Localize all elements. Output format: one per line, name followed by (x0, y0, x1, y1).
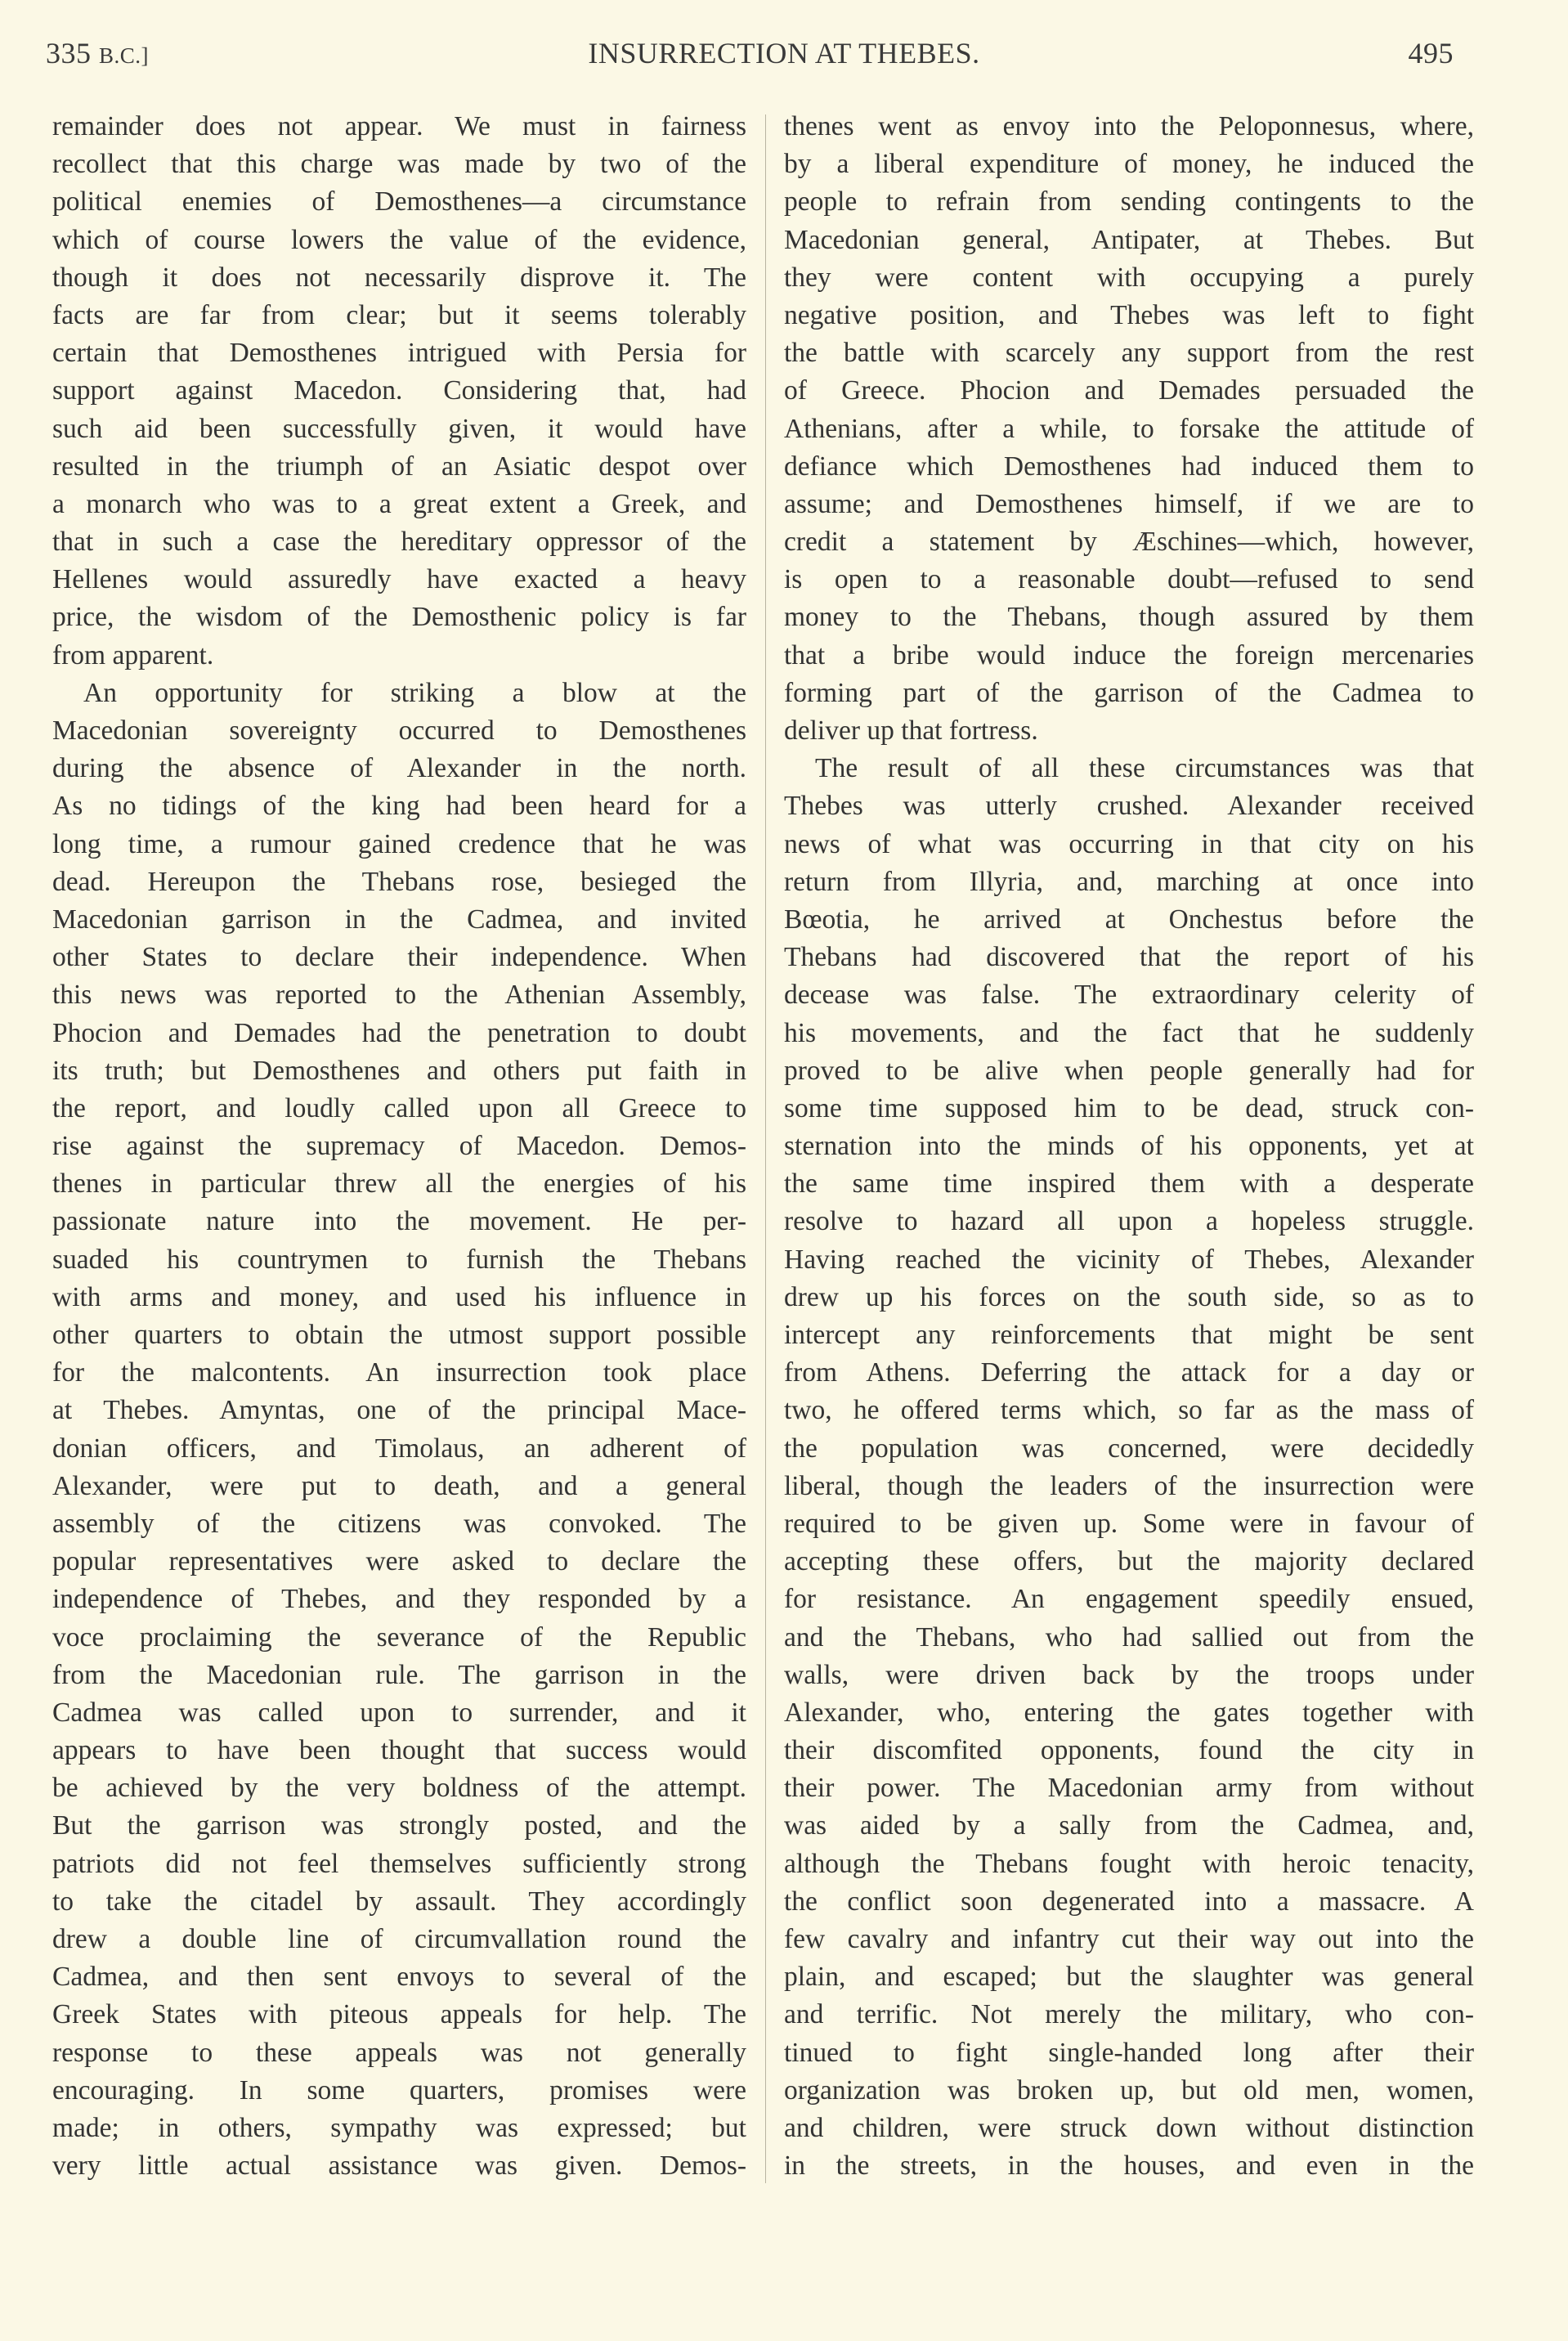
text-line: that a bribe would induce the foreign mercenaries (784, 639, 1474, 670)
text-line: Macedonian general, Antipater, at Thebes. But (784, 224, 1474, 255)
text-line: at Thebes. Amyntas, one of the principal Mace- (52, 1395, 746, 1426)
text-line: in the streets, in the houses, and even in the (784, 2150, 1474, 2182)
text-line: support against Macedon. Considering that, had (52, 375, 746, 406)
text-line: Macedonian sovereignty occurred to Demosthenes (52, 715, 746, 746)
text-line: voce proclaiming the severance of the Republic (52, 1621, 746, 1653)
text-line: made; in others, sympathy was expressed; but (52, 2112, 746, 2143)
text-line: they were content with occupying a purely (784, 262, 1474, 293)
text-line: suaded his countrymen to furnish the Thebans (52, 1244, 746, 1275)
text-line: facts are far from clear; but it seems tolerably (52, 299, 746, 330)
text-line: Cadmea was called upon to surrender, and it (52, 1697, 746, 1728)
text-line: Thebes was utterly crushed. Alexander received (784, 791, 1474, 822)
text-line: two, he offered terms which, so far as the mass of (784, 1395, 1474, 1426)
text-line: walls, were driven back by the troops under (784, 1659, 1474, 1690)
text-line: though it does not necessarily disprove it. The (52, 262, 746, 293)
text-line: remainder does not appear. We must in fairness (52, 111, 746, 141)
text-column-right (784, 108, 1474, 2185)
text-line: from the Macedonian rule. The garrison in the (52, 1659, 746, 1690)
text-line: drew a double line of circumvallation round the (52, 1924, 746, 1954)
text-line: people to refrain from sending contingents to the (784, 186, 1474, 218)
text-line: As no tidings of the king had been heard for a (52, 791, 746, 822)
text-line: to take the citadel by assault. They accordingly (52, 1886, 746, 1917)
text-line: which of course lowers the value of the evidence, (52, 224, 746, 255)
text-line: Having reached the vicinity of Thebes, Alexander (784, 1244, 1474, 1275)
text-line: Athenians, after a while, to forsake the attitude of (784, 413, 1474, 444)
text-line: resulted in the triumph of an Asiatic despot over (52, 451, 746, 482)
text-line: political enemies of Demosthenes—a circumstance (52, 186, 746, 218)
text-line: of Greece. Phocion and Demades persuaded the (784, 375, 1474, 406)
text-line: for the malcontents. An insurrection took place (52, 1357, 746, 1388)
text-line: tinued to fight single-handed long after their (784, 2037, 1474, 2068)
text-line: although the Thebans fought with heroic tenacity, (784, 1848, 1474, 1879)
text-line: intercept any reinforcements that might be sent (784, 1320, 1474, 1350)
text-line: other quarters to obtain the utmost support possible (52, 1320, 746, 1350)
text-line: from apparent. (52, 639, 214, 670)
text-line: response to these appeals was not generally (52, 2037, 746, 2068)
text-line: from Athens. Deferring the attack for a day or (784, 1357, 1474, 1388)
running-head-title: INSURRECTION AT THEBES. (588, 37, 980, 70)
text-line: assembly of the citizens was convoked. The (52, 1508, 746, 1539)
text-line: for resistance. An engagement speedily ensued, (784, 1584, 1474, 1615)
text-line: independence of Thebes, and they responded by a (52, 1584, 746, 1615)
year: 335 (46, 37, 92, 70)
text-line: donian officers, and Timolaus, an adherent of (52, 1433, 746, 1464)
text-line: by a liberal expenditure of money, he induced the (784, 149, 1474, 180)
text-line: accepting these offers, but the majority declared (784, 1546, 1474, 1577)
text-line: liberal, though the leaders of the insurrection were (784, 1470, 1474, 1501)
text-line: dead. Hereupon the Thebans rose, besieged the (52, 866, 746, 897)
text-line: that in such a case the hereditary oppressor of the (52, 527, 746, 558)
text-line: their discomfited opponents, found the city in (784, 1735, 1474, 1766)
text-line: appears to have been thought that success would (52, 1735, 746, 1766)
text-line: Hellenes would assuredly have exacted a heavy (52, 564, 746, 595)
text-line: Thebans had discovered that the report of his (784, 942, 1474, 973)
text-line: the same time inspired them with a desperate (784, 1168, 1474, 1200)
text-line: such aid been successfully given, it would have (52, 413, 746, 444)
text-line: Cadmea, and then sent envoys to several of the (52, 1962, 746, 1993)
text-line: Bœotia, he arrived at Onchestus before the (784, 904, 1474, 935)
text-line: the battle with scarcely any support from the rest (784, 338, 1474, 369)
text-line: certain that Demosthenes intrigued with Persia for (52, 338, 746, 369)
text-line: negative position, and Thebes was left to fight (784, 299, 1474, 330)
text-line: and terrific. Not merely the military, who con- (784, 1999, 1474, 2030)
text-line: drew up his forces on the south side, so as to (784, 1281, 1474, 1312)
text-line: thenes went as envoy into the Peloponnesus, where, (784, 111, 1474, 141)
text-line: money to the Thebans, though assured by them (784, 602, 1474, 633)
text-line: rise against the supremacy of Macedon. Demos- (52, 1131, 746, 1162)
text-line: recollect that this charge was made by two of the (52, 149, 746, 180)
era: B.C.] (99, 43, 150, 68)
text-line: is open to a reasonable doubt—refused to send (784, 564, 1474, 595)
text-line: Alexander, who, entering the gates together with (784, 1697, 1474, 1728)
text-line: return from Illyria, and, marching at once into (784, 866, 1474, 897)
text-line: defiance which Demosthenes had induced them to (784, 451, 1474, 482)
text-line: assume; and Demosthenes himself, if we are to (784, 488, 1474, 519)
text-line: plain, and escaped; but the slaughter was general (784, 1962, 1474, 1993)
text-line: An opportunity for striking a blow at the (83, 677, 746, 708)
text-line: was aided by a sally from the Cadmea, and, (784, 1810, 1474, 1841)
text-line: sternation into the minds of his opponents, yet at (784, 1131, 1474, 1162)
text-line: and children, were struck down without distinction (784, 2112, 1474, 2143)
text-line: passionate nature into the movement. He per- (52, 1206, 746, 1237)
text-line: long time, a rumour gained credence that he was (52, 828, 746, 859)
text-line: required to be given up. Some were in favour of (784, 1508, 1474, 1539)
text-line: decease was false. The extraordinary celerity of (784, 980, 1474, 1011)
text-line: its truth; but Demosthenes and others put faith in (52, 1055, 746, 1086)
text-line: encouraging. In some quarters, promises were (52, 2074, 746, 2106)
text-line: thenes in particular threw all the energies of his (52, 1168, 746, 1200)
text-line: this news was reported to the Athenian Assembly, (52, 980, 746, 1011)
text-line: Macedonian garrison in the Cadmea, and invited (52, 904, 746, 935)
text-line: forming part of the garrison of the Cadmea to (784, 677, 1474, 708)
text-line: credit a statement by Æschines—which, however, (784, 527, 1474, 558)
text-line: very little actual assistance was given. Demos- (52, 2150, 746, 2182)
text-line: other States to declare their independence. When (52, 942, 746, 973)
text-line: the conflict soon degenerated into a massacre. A (784, 1886, 1474, 1917)
text-line: and the Thebans, who had sallied out from the (784, 1621, 1474, 1653)
text-line: popular representatives were asked to declare the (52, 1546, 746, 1577)
text-line: price, the wisdom of the Demosthenic policy is far (52, 602, 746, 633)
text-line: the population was concerned, were decidedly (784, 1433, 1474, 1464)
text-line: But the garrison was strongly posted, and the (52, 1810, 746, 1841)
text-line: their power. The Macedonian army from without (784, 1773, 1474, 1804)
text-line: patriots did not feel themselves sufficiently strong (52, 1848, 746, 1879)
text-column-left (52, 108, 746, 2185)
text-line: Phocion and Demades had the penetration to doubt (52, 1017, 746, 1048)
page-number: 495 (1408, 37, 1454, 70)
text-line: with arms and money, and used his influence in (52, 1281, 746, 1312)
text-line: during the absence of Alexander in the north. (52, 753, 746, 784)
text-line: deliver up that fortress. (784, 715, 1038, 746)
text-line: the report, and loudly called upon all Greece to (52, 1092, 746, 1123)
text-line: few cavalry and infantry cut their way out into the (784, 1924, 1474, 1954)
text-line: some time supposed him to be dead, struck con- (784, 1092, 1474, 1123)
text-line: Greek States with piteous appeals for help. The (52, 1999, 746, 2030)
text-line: be achieved by the very boldness of the attempt. (52, 1773, 746, 1804)
text-line: his movements, and the fact that he suddenly (784, 1017, 1474, 1048)
text-line: Alexander, were put to death, and a general (52, 1470, 746, 1501)
text-line: The result of all these circumstances was that (815, 753, 1474, 784)
text-line: resolve to hazard all upon a hopeless struggle. (784, 1206, 1474, 1237)
column-divider (765, 114, 766, 2183)
text-line: news of what was occurring in that city on his (784, 828, 1474, 859)
text-line: a monarch who was to a great extent a Greek, and (52, 488, 746, 519)
text-line: proved to be alive when people generally had for (784, 1055, 1474, 1086)
text-line: organization was broken up, but old men, women, (784, 2074, 1474, 2106)
